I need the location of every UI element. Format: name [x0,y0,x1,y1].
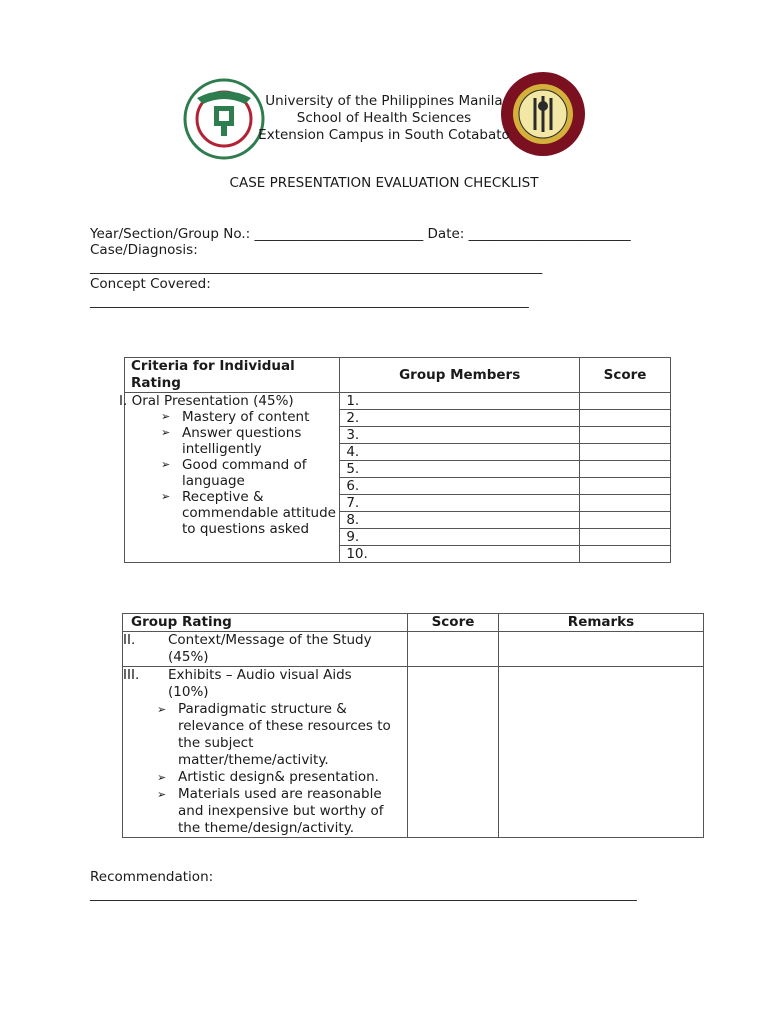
score-cell [408,667,499,838]
member-row: 2. [340,410,580,427]
member-row: 4. [340,444,580,461]
criteria-bullet: ➢ Receptive & commendable attitude to questions asked [127,489,339,537]
member-row: 8. [340,512,580,529]
exhibits-text: Exhibits – Audio visual Aids (10%) [168,667,352,700]
member-row: 5. [340,461,580,478]
concept-covered-label: Concept Covered: [90,276,211,292]
individual-rating-table [119,357,671,563]
score-cell [580,495,671,512]
score-cell [580,410,671,427]
score-header: Score [580,358,671,393]
remarks-cell [499,632,704,667]
exhibits-bullet: ➢ Materials used are reasonable and inexpensive but worthy of the theme/design/activity. [123,786,393,837]
oral-presentation-criteria [119,393,340,563]
score-cell [580,461,671,478]
campus-name: Extension Campus in South Cotabato [258,127,510,143]
score-cell [580,393,671,410]
member-row: 3. [340,427,580,444]
criteria-bullet: ➢ Answer questions intelligently [127,425,339,457]
score-cell [580,546,671,563]
criteria-bullet: ➢ Mastery of content [127,409,339,425]
recommendation-label: Recommendation: [90,869,214,885]
score-cell [580,512,671,529]
case-diagnosis-label: Case/Diagnosis: [90,242,198,258]
score-cell [580,478,671,495]
member-row: 6. [340,478,580,495]
roman-numeral: II. [123,632,136,648]
exhibits-bullet: ➢ Paradigmatic structure & relevance of these resources to the subject matter/theme/activity. [123,701,393,769]
exhibits-row [123,667,408,838]
group-rating-table [122,613,704,838]
roman-numeral: III. [123,667,140,683]
remarks-cell [499,667,704,838]
group-members-header: Group Members [340,358,580,393]
member-row: 1. [340,393,580,410]
case-diagnosis-line: ___________________________________________________________________ [90,259,543,275]
page-title: CASE PRESENTATION EVALUATION CHECKLIST [229,175,539,191]
member-row: 9. [340,529,580,546]
university-name: University of the Philippines Manila [265,93,503,109]
criteria-header: Criteria for Individual Rating [125,358,340,393]
recommendation-line: _________________________________________________________________________________ [90,886,637,902]
score-cell [580,529,671,546]
school-name: School of Health Sciences [296,110,472,126]
member-row: 7. [340,495,580,512]
score-header: Score [408,614,499,632]
remarks-header: Remarks [499,614,704,632]
group-rating-header: Group Rating [123,614,408,632]
oral-presentation-label: I. Oral Presentation (45%) [119,393,294,409]
concept-covered-line: _________________________________________________________________ [90,293,529,309]
year-section-date-field: Year/Section/Group No.: _________________________ Date: ________________________ [90,226,631,242]
exhibits-bullet: ➢ Artistic design& presentation. [123,769,393,786]
context-message-row [123,632,408,667]
score-cell [408,632,499,667]
context-message-text: Context/Message of the Study (45%) [168,632,372,665]
score-cell [580,427,671,444]
score-cell [580,444,671,461]
criteria-bullet: ➢ Good command of language [127,457,339,489]
member-row: 10. [340,546,580,563]
